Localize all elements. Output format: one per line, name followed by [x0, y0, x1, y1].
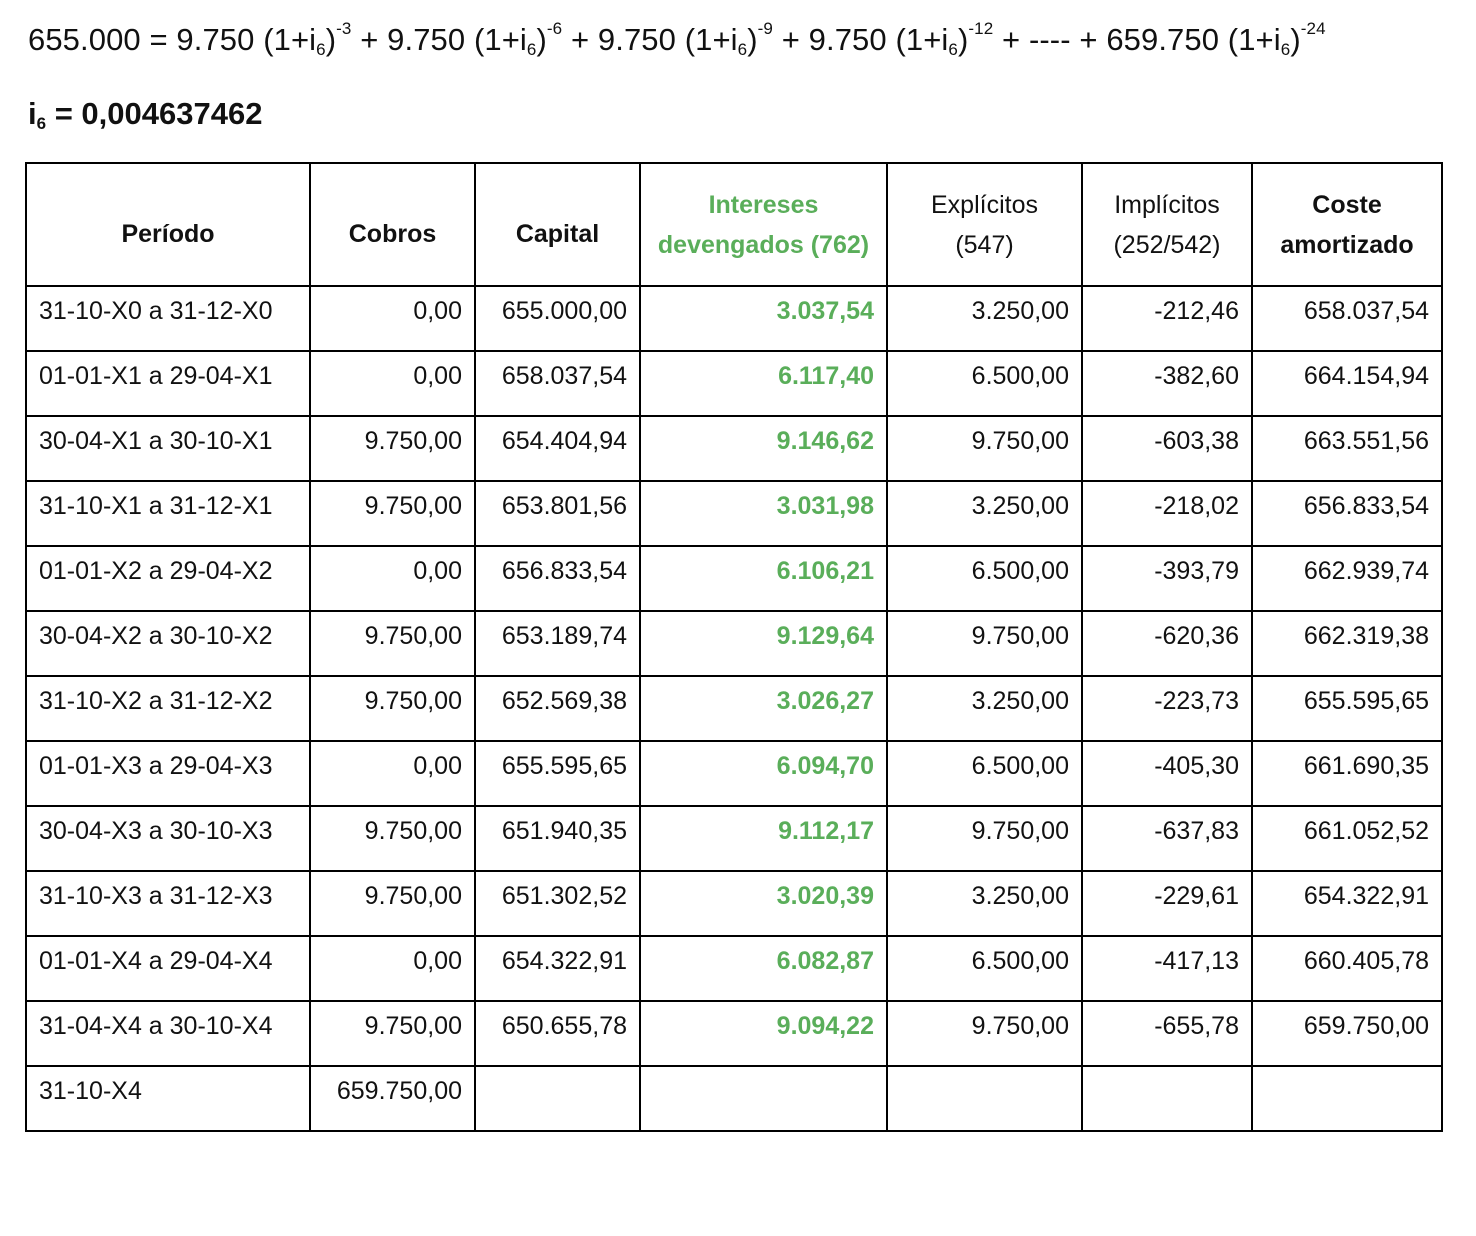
cell-explicitos: 3.250,00 — [887, 676, 1082, 741]
cell-implicitos: -393,79 — [1082, 546, 1252, 611]
cell-coste: 659.750,00 — [1252, 1001, 1442, 1066]
cell-cobros: 0,00 — [310, 286, 475, 351]
header-capital: Capital — [475, 163, 640, 286]
cell-intereses: 3.020,39 — [640, 871, 887, 936]
equation-term-1: 9.750 $(1+i_6)^{-3}$ — [176, 19, 352, 59]
cell-periodo: 01-01-X4 a 29-04-X4 — [26, 936, 310, 1001]
cell-intereses: 6.106,21 — [640, 546, 887, 611]
cell-cobros: 659.750,00 — [310, 1066, 475, 1131]
cell-intereses: 9.112,17 — [640, 806, 887, 871]
cell-capital: 656.833,54 — [475, 546, 640, 611]
cell-cobros: 0,00 — [310, 546, 475, 611]
cell-coste: 661.690,35 — [1252, 741, 1442, 806]
cell-intereses: 9.146,62 — [640, 416, 887, 481]
table-row — [26, 871, 1442, 936]
cell-explicitos: 9.750,00 — [887, 611, 1082, 676]
table-row — [26, 936, 1442, 1001]
cell-explicitos: 6.500,00 — [887, 936, 1082, 1001]
equation-lhs: 655.000 = — [28, 22, 168, 57]
header-implicitos: Implícitos (252/542) — [1082, 163, 1252, 286]
cell-explicitos: 3.250,00 — [887, 871, 1082, 936]
cell-implicitos: -382,60 — [1082, 351, 1252, 416]
header-cobros: Cobros — [310, 163, 475, 286]
cell-implicitos: -603,38 — [1082, 416, 1252, 481]
cell-periodo: 30-04-X3 a 30-10-X3 — [26, 806, 310, 871]
cell-cobros: 9.750,00 — [310, 416, 475, 481]
header-coste: Coste amortizado — [1252, 163, 1442, 286]
cell-coste: 661.052,52 — [1252, 806, 1442, 871]
cell-periodo: 31-10-X3 a 31-12-X3 — [26, 871, 310, 936]
cell-cobros: 9.750,00 — [310, 806, 475, 871]
cell-intereses: 6.117,40 — [640, 351, 887, 416]
cell-cobros: 9.750,00 — [310, 1001, 475, 1066]
cell-periodo: 30-04-X2 a 30-10-X2 — [26, 611, 310, 676]
cell-intereses: 3.031,98 — [640, 481, 887, 546]
cell-explicitos — [887, 1066, 1082, 1131]
cell-explicitos: 9.750,00 — [887, 806, 1082, 871]
cell-capital — [475, 1066, 640, 1131]
cell-cobros: 0,00 — [310, 936, 475, 1001]
table-row — [26, 1001, 1442, 1066]
cell-implicitos: -229,61 — [1082, 871, 1252, 936]
cell-implicitos: -620,36 — [1082, 611, 1252, 676]
equation-term-final: 659.750 $(1+i_6)^{-24}$ — [1106, 19, 1326, 59]
header-intereses: Intereses devengados (762) — [640, 163, 887, 286]
table-body — [26, 286, 1442, 1131]
table-row — [26, 546, 1442, 611]
cell-periodo: 30-04-X1 a 30-10-X1 — [26, 416, 310, 481]
header-explicitos: Explícitos (547) — [887, 163, 1082, 286]
cell-capital: 652.569,38 — [475, 676, 640, 741]
cell-periodo: 31-04-X4 a 30-10-X4 — [26, 1001, 310, 1066]
cell-implicitos: -637,83 — [1082, 806, 1252, 871]
cell-intereses: 6.082,87 — [640, 936, 887, 1001]
cell-cobros: 9.750,00 — [310, 676, 475, 741]
cell-implicitos — [1082, 1066, 1252, 1131]
equation-term-4: 9.750 $(1+i_6)^{-12}$ — [808, 19, 994, 59]
cell-capital: 651.940,35 — [475, 806, 640, 871]
table-row — [26, 351, 1442, 416]
cell-periodo: 31-10-X0 a 31-12-X0 — [26, 286, 310, 351]
table-row — [26, 676, 1442, 741]
cell-coste: 656.833,54 — [1252, 481, 1442, 546]
cell-intereses: 3.026,27 — [640, 676, 887, 741]
cell-capital: 650.655,78 — [475, 1001, 640, 1066]
cell-capital: 655.000,00 — [475, 286, 640, 351]
cell-cobros: 0,00 — [310, 351, 475, 416]
cell-implicitos: -218,02 — [1082, 481, 1252, 546]
cell-implicitos: -417,13 — [1082, 936, 1252, 1001]
cell-capital: 651.302,52 — [475, 871, 640, 936]
cell-coste: 655.595,65 — [1252, 676, 1442, 741]
cell-implicitos: -223,73 — [1082, 676, 1252, 741]
cell-coste: 660.405,78 — [1252, 936, 1442, 1001]
cell-explicitos: 6.500,00 — [887, 351, 1082, 416]
cell-implicitos: -212,46 — [1082, 286, 1252, 351]
cell-capital: 653.189,74 — [475, 611, 640, 676]
cell-explicitos: 9.750,00 — [887, 416, 1082, 481]
header-periodo: Período — [26, 163, 310, 286]
cell-capital: 655.595,65 — [475, 741, 640, 806]
cell-cobros: 0,00 — [310, 741, 475, 806]
cell-capital: 654.322,91 — [475, 936, 640, 1001]
equation-term-3: 9.750 $(1+i_6)^{-9}$ — [597, 19, 773, 59]
cell-periodo: 01-01-X1 a 29-04-X1 — [26, 351, 310, 416]
table-row — [26, 741, 1442, 806]
cell-capital: 654.404,94 — [475, 416, 640, 481]
header-row — [26, 163, 1442, 286]
cell-intereses: 9.129,64 — [640, 611, 887, 676]
equation-term-2: 9.750 $(1+i_6)^{-6}$ — [387, 19, 563, 59]
table-row — [26, 1066, 1442, 1131]
amortization-table — [25, 162, 1443, 1132]
cell-explicitos: 9.750,00 — [887, 1001, 1082, 1066]
cell-intereses: 3.037,54 — [640, 286, 887, 351]
interest-rate: $i_6 = 0,004637462$ — [28, 96, 263, 133]
equation: 655.000 = 9.750 $(1+i_6)^{-3} + 9.750$ $(1+i_6)^{-6} + 9.750$ $(1+i_6)^{-9} + 9.750$ $(1+i_6)^{-12}$ + ---- + 659.750 $(1+i_6)^{-24}$ — [28, 19, 1326, 59]
cell-periodo: 31-10-X2 a 31-12-X2 — [26, 676, 310, 741]
cell-cobros: 9.750,00 — [310, 611, 475, 676]
cell-coste: 658.037,54 — [1252, 286, 1442, 351]
cell-explicitos: 3.250,00 — [887, 481, 1082, 546]
cell-explicitos: 6.500,00 — [887, 741, 1082, 806]
cell-coste: 662.939,74 — [1252, 546, 1442, 611]
table-row — [26, 416, 1442, 481]
cell-periodo: 01-01-X2 a 29-04-X2 — [26, 546, 310, 611]
cell-intereses — [640, 1066, 887, 1131]
table-row — [26, 286, 1442, 351]
cell-coste: 662.319,38 — [1252, 611, 1442, 676]
cell-capital: 653.801,56 — [475, 481, 640, 546]
cell-intereses: 6.094,70 — [640, 741, 887, 806]
cell-coste: 664.154,94 — [1252, 351, 1442, 416]
cell-coste: 663.551,56 — [1252, 416, 1442, 481]
cell-capital: 658.037,54 — [475, 351, 640, 416]
cell-implicitos: -655,78 — [1082, 1001, 1252, 1066]
cell-cobros: 9.750,00 — [310, 481, 475, 546]
cell-periodo: 31-10-X1 a 31-12-X1 — [26, 481, 310, 546]
cell-coste — [1252, 1066, 1442, 1131]
cell-explicitos: 6.500,00 — [887, 546, 1082, 611]
cell-periodo: 01-01-X3 a 29-04-X3 — [26, 741, 310, 806]
table-row — [26, 806, 1442, 871]
cell-implicitos: -405,30 — [1082, 741, 1252, 806]
cell-intereses: 9.094,22 — [640, 1001, 887, 1066]
table-row — [26, 481, 1442, 546]
equation-dashes: ---- — [1028, 22, 1071, 57]
cell-coste: 654.322,91 — [1252, 871, 1442, 936]
cell-cobros: 9.750,00 — [310, 871, 475, 936]
cell-explicitos: 3.250,00 — [887, 286, 1082, 351]
cell-periodo: 31-10-X4 — [26, 1066, 310, 1131]
table-row — [26, 611, 1442, 676]
